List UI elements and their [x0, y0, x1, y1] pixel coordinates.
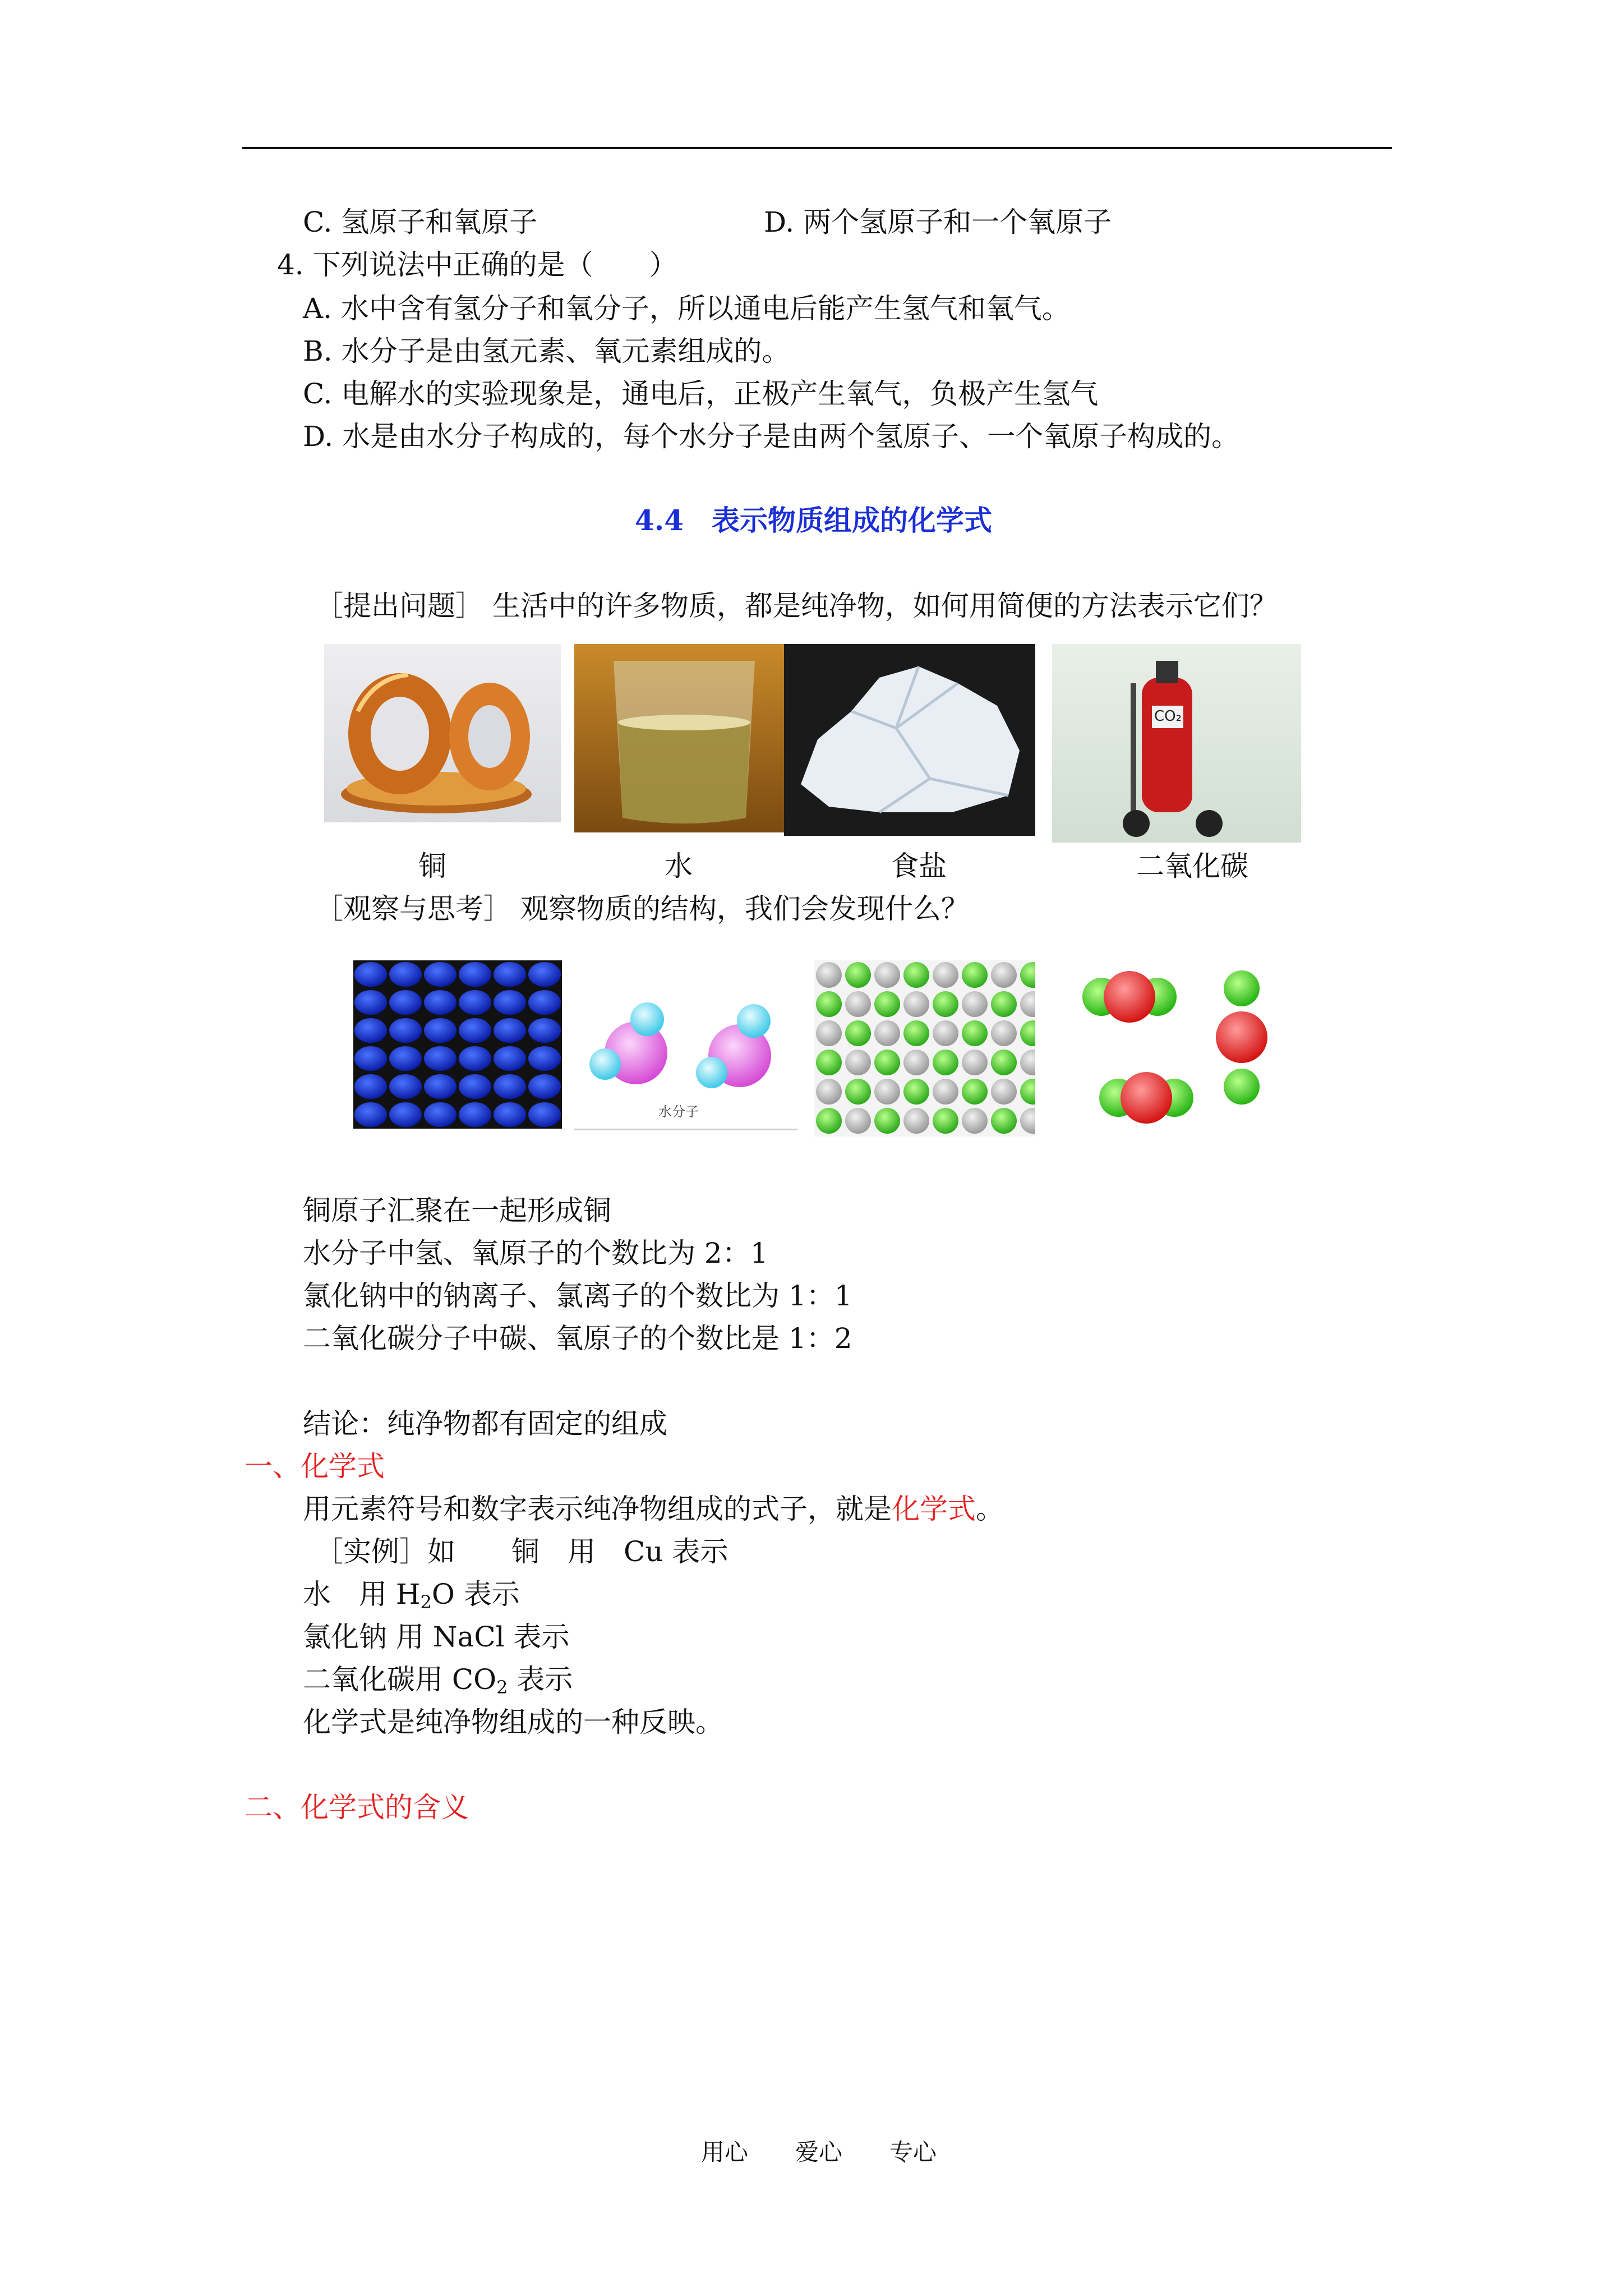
- caption-co2: 二氧化碳: [1136, 850, 1248, 882]
- caption-salt: 食盐: [891, 850, 947, 882]
- section-title: 4.4 表示物质组成的化学式: [635, 504, 992, 537]
- conclusion: 结论：纯净物都有固定的组成: [303, 1407, 667, 1440]
- example-co2: [303, 1663, 573, 1696]
- definition-line: [303, 1492, 1004, 1526]
- fact-water: 水分子中氢、氧原子的个数比为 2：1: [303, 1237, 768, 1269]
- water-formula-prefix: 水 用 H: [303, 1578, 421, 1611]
- q4-option-b: B. 水分子是由氢元素、氧元素组成的。: [303, 335, 790, 367]
- nacl-lattice-model: [814, 960, 1035, 1137]
- q3-option-d: D. 两个氢原子和一个氧原子: [764, 206, 1112, 238]
- fact-co2: 二氧化碳分子中碳、氧原子的个数比是 1：2: [303, 1322, 852, 1355]
- q4-option-c: C. 电解水的实验现象是，通电后，正极产生氧气，负极产生氢气: [303, 378, 1099, 410]
- observe-line: ［观察与思考］ 观察物质的结构，我们会发现什么？: [315, 892, 969, 925]
- example-nacl: 氯化钠 用 NaCl 表示: [303, 1621, 570, 1653]
- formula-summary: 化学式是纯净物组成的一种反映。: [303, 1706, 723, 1738]
- co2-molecule-model: [1068, 960, 1281, 1129]
- definition-term: 化学式: [892, 1493, 976, 1525]
- q3-option-c: C. 氢原子和氧原子: [303, 206, 538, 238]
- question-line: ［提出问题］ 生活中的许多物质，都是纯净物，如何用简便的方法表示它们？: [315, 590, 1278, 622]
- water-molecule-label: 水分子: [658, 1104, 699, 1120]
- water-formula-subscript: 2: [420, 1591, 432, 1613]
- copper-lattice-model: [353, 960, 562, 1129]
- fact-copper: 铜原子汇聚在一起形成铜: [303, 1194, 611, 1227]
- example-water: [303, 1577, 520, 1611]
- fact-nacl: 氯化钠中的钠离子、氯离子的个数比为 1：1: [303, 1280, 852, 1312]
- q4-option-d: D. 水是由水分子构成的，每个水分子是由两个氢原子、一个氧原子构成的。: [303, 420, 1240, 453]
- co2-formula-suffix: 表示: [508, 1663, 573, 1696]
- caption-water: 水: [665, 850, 693, 882]
- extinguisher-label: CO₂: [1154, 708, 1182, 725]
- header-rule: [242, 147, 1392, 149]
- page-footer: 用心 爱心 专心: [701, 2138, 937, 2166]
- caption-copper: 铜: [418, 850, 446, 882]
- q4-stem: 4. 下列说法中正确的是（ ）: [277, 249, 677, 281]
- salt-photo: [784, 644, 1035, 836]
- water-photo: [574, 644, 794, 832]
- copper-photo: [324, 644, 561, 822]
- definition-prefix: 用元素符号和数字表示纯净物组成的式子，就是: [303, 1493, 892, 1525]
- co2-formula-prefix: 二氧化碳用 CO: [303, 1663, 497, 1696]
- co2-formula-subscript: 2: [496, 1677, 508, 1698]
- example-copper: ［实例］如 铜 用 Cu 表示: [315, 1535, 728, 1568]
- q4-option-a: A. 水中含有氢分子和氧分子，所以通电后能产生氢气和氧气。: [303, 292, 1070, 325]
- definition-suffix: 。: [976, 1493, 1004, 1525]
- water-formula-suffix: O 表示: [431, 1578, 520, 1611]
- extinguisher-photo: [1052, 644, 1301, 843]
- water-molecule-model: [574, 960, 797, 1130]
- part2-heading: 二、化学式的含义: [245, 1791, 469, 1824]
- part1-heading: 一、化学式: [245, 1450, 385, 1483]
